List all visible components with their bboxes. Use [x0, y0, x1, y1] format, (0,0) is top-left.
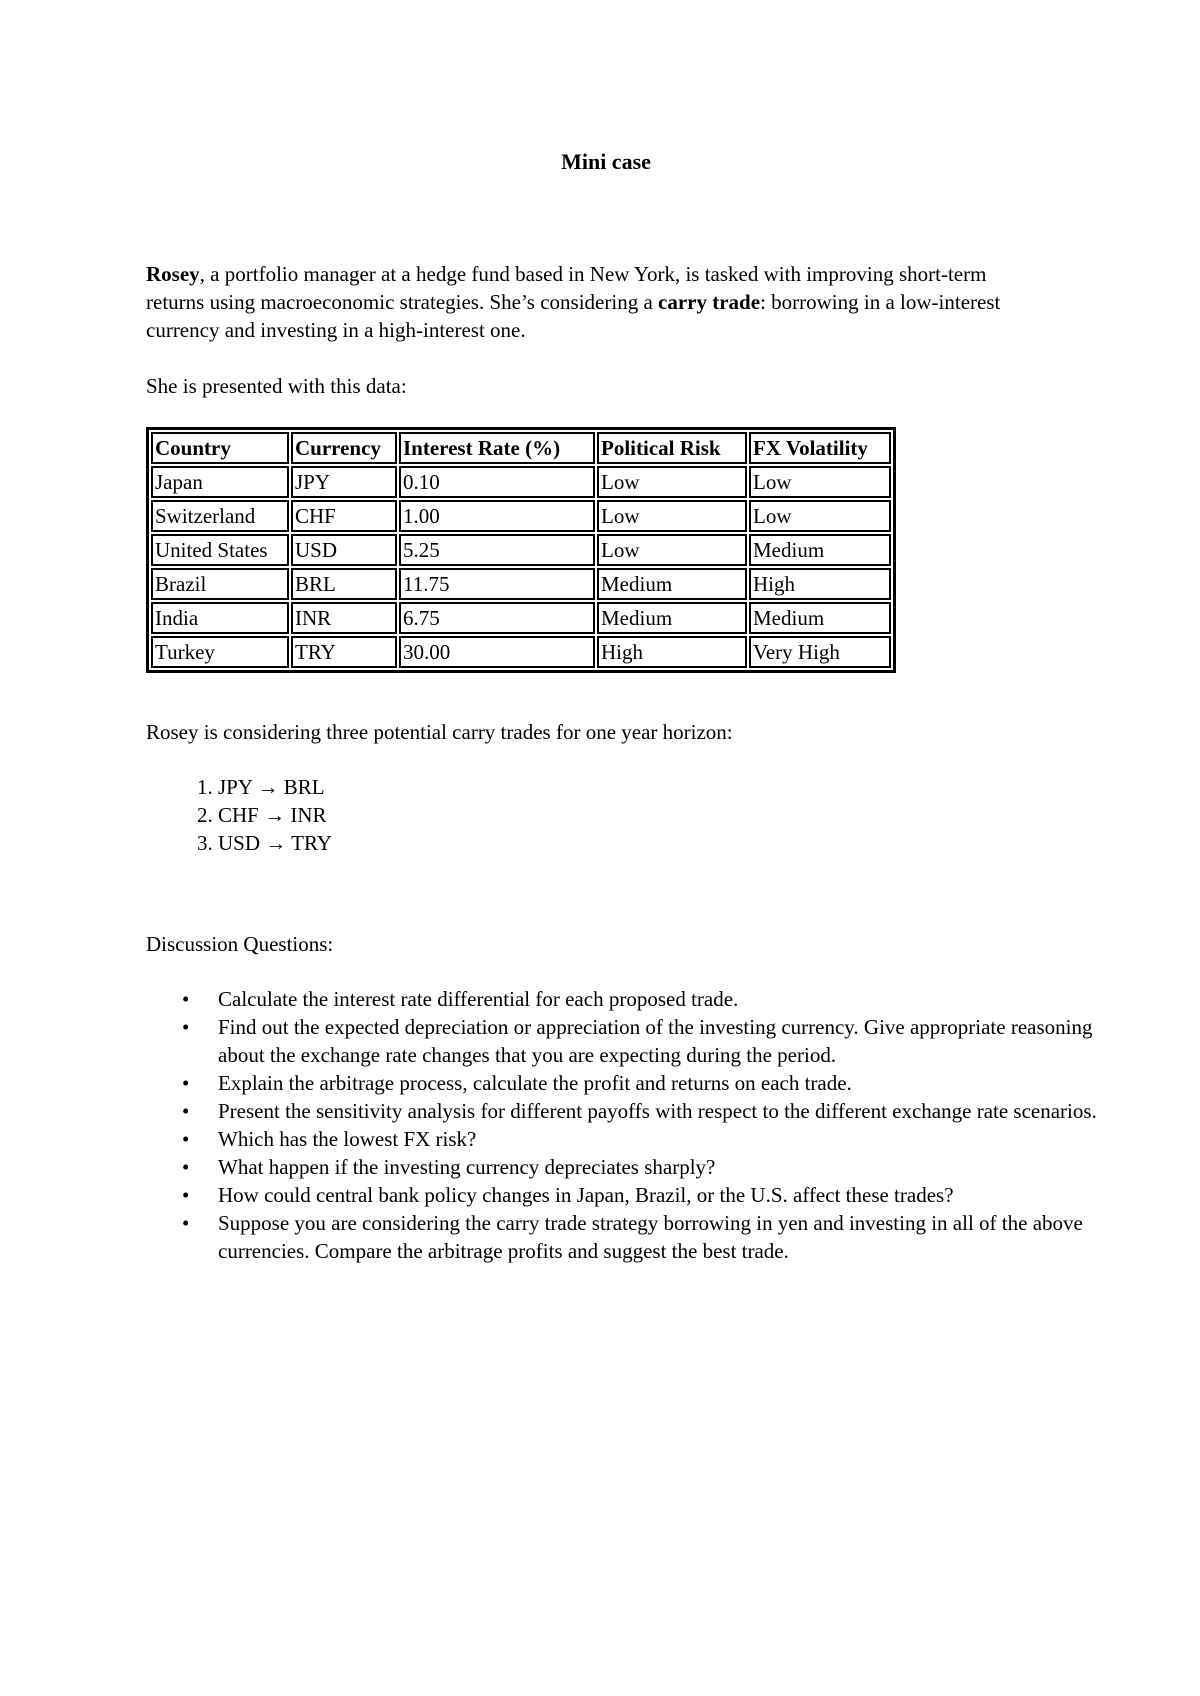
cell-currency: BRL: [291, 568, 397, 600]
table-row: [151, 500, 891, 532]
list-item: • How could central bank policy changes in Japan, Brazil, or the U.S. affect these trades?: [218, 1181, 1118, 1209]
cell-political-risk: Low: [597, 500, 747, 532]
cell-fx-volatility: Medium: [749, 534, 891, 566]
list-item: 2. CHF → INR: [218, 801, 332, 829]
list-item: • Explain the arbitrage process, calculate the profit and returns on each trade.: [218, 1069, 1118, 1097]
cell-fx-volatility: Low: [749, 500, 891, 532]
discussion-lead: Discussion Questions:: [146, 932, 334, 956]
cell-country: Turkey: [151, 636, 289, 668]
list-item: • Present the sensitivity analysis for different payoffs with respect to the different exchange rate scenarios.: [218, 1097, 1118, 1125]
list-item: • Calculate the interest rate differential for each proposed trade.: [218, 985, 1118, 1013]
table-lead: She is presented with this data:: [146, 374, 407, 398]
intro-term: carry trade: [658, 290, 761, 314]
cell-fx-volatility: Low: [749, 466, 891, 498]
cell-political-risk: Medium: [597, 602, 747, 634]
cell-fx-volatility: Medium: [749, 602, 891, 634]
header-interest-rate: Interest Rate (%): [399, 432, 595, 464]
table-row: [151, 636, 891, 668]
cell-currency: CHF: [291, 500, 397, 532]
intro-name: Rosey: [146, 262, 200, 286]
carry-trade-list: [146, 773, 332, 857]
intro-paragraph: [146, 260, 1046, 344]
intro-text-2: : borrowing in a low-interest currency and investing in a high-interest one.: [146, 290, 1001, 342]
currency-data-table: [146, 427, 896, 673]
cell-interest-rate: 11.75: [399, 568, 595, 600]
cell-fx-volatility: High: [749, 568, 891, 600]
cell-political-risk: Medium: [597, 568, 747, 600]
table-row: [151, 602, 891, 634]
cell-interest-rate: 1.00: [399, 500, 595, 532]
cell-country: India: [151, 602, 289, 634]
list-item: 3. USD → TRY: [218, 829, 332, 857]
cell-political-risk: High: [597, 636, 747, 668]
cell-political-risk: Low: [597, 466, 747, 498]
cell-country: United States: [151, 534, 289, 566]
trades-lead: Rosey is considering three potential carry trades for one year horizon:: [146, 720, 733, 744]
cell-country: Switzerland: [151, 500, 289, 532]
cell-fx-volatility: Very High: [749, 636, 891, 668]
table-row: [151, 534, 891, 566]
table-row: [151, 568, 891, 600]
table-header-row: [151, 432, 891, 464]
cell-currency: INR: [291, 602, 397, 634]
cell-country: Japan: [151, 466, 289, 498]
intro-text-1: , a portfolio manager at a hedge fund based in New York, is tasked with improving short-term returns using macroeconomic strategies. She’s considering a: [146, 262, 987, 314]
list-item: • Suppose you are considering the carry trade strategy borrowing in yen and investing in all of the above currencies. Compare the arbitrage profits and suggest the best trade.: [218, 1209, 1118, 1265]
cell-currency: USD: [291, 534, 397, 566]
cell-interest-rate: 5.25: [399, 534, 595, 566]
cell-country: Brazil: [151, 568, 289, 600]
discussion-question-list: [146, 985, 1118, 1265]
table-row: [151, 466, 891, 498]
list-item: • Find out the expected depreciation or appreciation of the investing currency. Give appropriate reasoning about the exchange rate changes that you are expecting during the period.: [218, 1013, 1118, 1069]
list-item: • What happen if the investing currency depreciates sharply?: [218, 1153, 1118, 1181]
cell-currency: JPY: [291, 466, 397, 498]
cell-political-risk: Low: [597, 534, 747, 566]
list-item: 1. JPY → BRL: [218, 773, 332, 801]
page-title: Mini case: [561, 149, 651, 174]
header-currency: Currency: [291, 432, 397, 464]
header-political-risk: Political Risk: [597, 432, 747, 464]
cell-interest-rate: 30.00: [399, 636, 595, 668]
cell-currency: TRY: [291, 636, 397, 668]
header-country: Country: [151, 432, 289, 464]
list-item: • Which has the lowest FX risk?: [218, 1125, 1118, 1153]
header-fx-volatility: FX Volatility: [749, 432, 891, 464]
cell-interest-rate: 6.75: [399, 602, 595, 634]
cell-interest-rate: 0.10: [399, 466, 595, 498]
